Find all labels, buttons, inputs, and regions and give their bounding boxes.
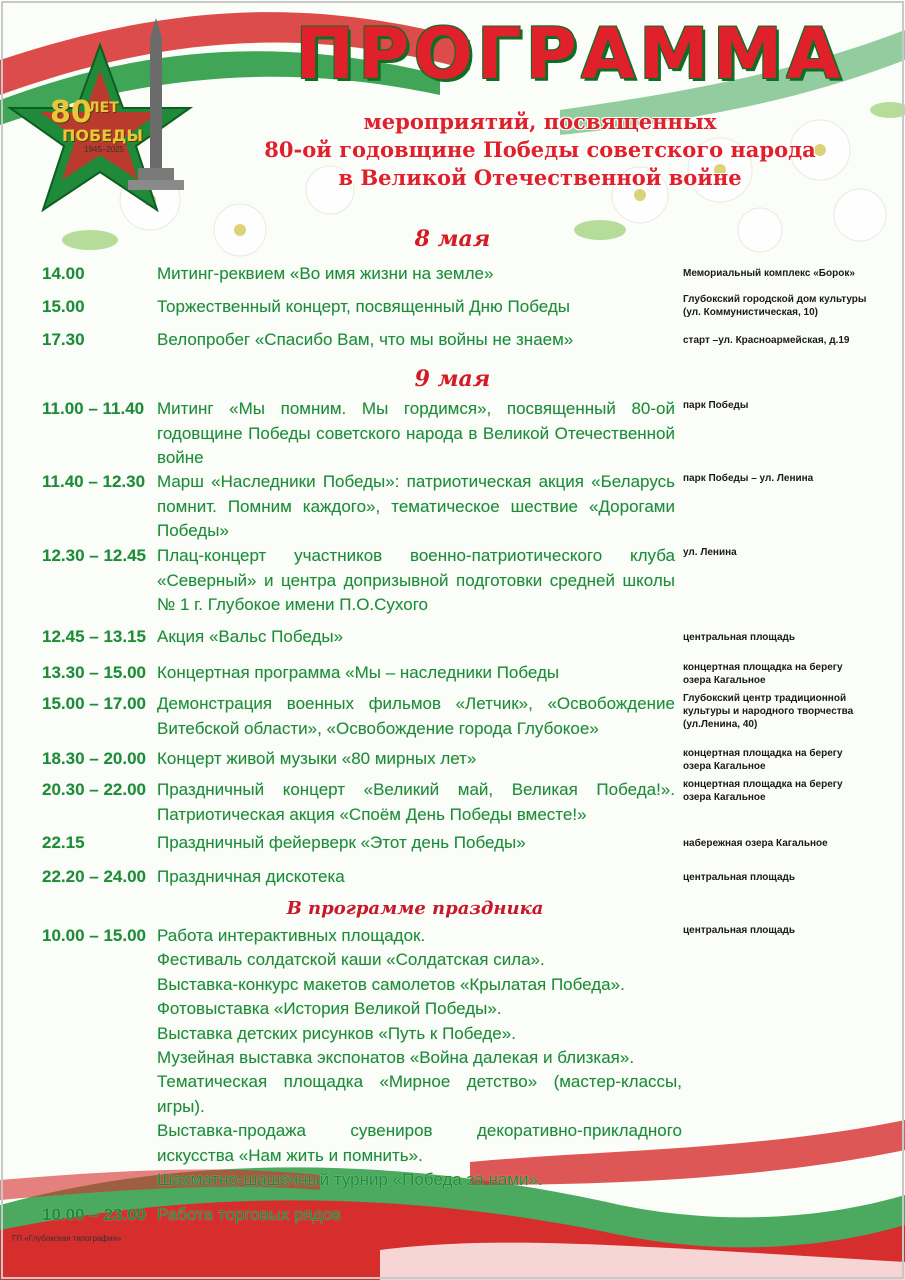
list-item: Фестиваль солдатской каши «Солдатская сила». — [157, 950, 545, 970]
event-place: концертная площадка на берегу озера Кагальное — [683, 662, 843, 686]
subtitle-line: мероприятий, посвященных — [363, 109, 717, 134]
event-title: Праздничная дискотека — [157, 867, 345, 886]
event-title: Торжественный концерт, посвященный Дню Победы — [157, 297, 570, 316]
day-heading-may-9: 9 мая — [414, 366, 491, 392]
list-item: Шахматно-шашечный турнир «Победа за нами». — [157, 1170, 543, 1190]
list-item: Работа интерактивных площадок. — [157, 926, 426, 945]
event-time: 11.40 – 12.30 — [42, 472, 146, 491]
event-time: 17.30 — [42, 330, 85, 349]
event-time: 18.30 – 20.00 — [42, 749, 146, 768]
event-title: Марш «Наследники Победы»: патриотическая акция «Беларусь помнит. Помним каждого», тематическое шествие «Дорогами Победы» — [157, 472, 675, 540]
event-place: старт –ул. Красноармейская, д.19 — [683, 335, 850, 346]
event-place: центральная площадь — [683, 872, 796, 883]
event-title: Концертная программа «Мы – наследники Победы — [157, 663, 560, 682]
event-place: парк Победы — [683, 400, 749, 411]
list-item: Выставка-продажа сувениров декоративно-прикладного искусства «Нам жить и помнить». — [157, 1121, 682, 1165]
page-subtitle — [180, 108, 900, 192]
list-item: Фотовыставка «История Великой Победы». — [157, 999, 502, 1019]
day-heading-may-8: 8 мая — [414, 226, 491, 252]
program-place: центральная площадь — [683, 925, 796, 936]
event-title: Праздничный концерт «Великий май, Великая Победа!». Патриотическая акция «Споём День Победы вместе!» — [157, 780, 675, 824]
list-item: Выставка детских рисунков «Путь к Победе». — [157, 1023, 516, 1043]
program-list — [157, 924, 682, 1192]
event-time: 20.30 – 22.00 — [42, 780, 146, 799]
event-place: концертная площадка на берегу озера Кагальное — [683, 748, 843, 772]
badge-number: 80 — [50, 95, 92, 130]
event-place: концертная площадка на берегу озера Кагальное — [683, 779, 843, 803]
event-place: парк Победы – ул. Ленина — [683, 473, 814, 484]
event-time: 15.00 – 17.00 — [42, 694, 146, 713]
badge-years: 1945–2025 — [84, 145, 125, 154]
event-title: Концерт живой музыки «80 мирных лет» — [157, 749, 477, 768]
event-title: Праздничный фейерверк «Этот день Победы» — [157, 833, 526, 852]
event-place: ул. Ленина — [683, 547, 737, 558]
event-time: 22.15 — [42, 833, 85, 852]
subtitle-line: 80-ой годовщине Победы советского народа — [264, 137, 816, 162]
badge-word-bottom: ПОБЕДЫ — [62, 126, 143, 145]
event-title: Велопробег «Спасибо Вам, что мы войны не знаем» — [157, 330, 574, 349]
event-place: набережная озера Кагальное — [683, 838, 828, 849]
event-time: 11.00 – 11.40 — [42, 399, 145, 418]
event-title: Митинг-реквием «Во имя жизни на земле» — [157, 264, 494, 283]
event-place: Мемориальный комплекс «Борок» — [683, 268, 855, 279]
event-time: 12.45 – 13.15 — [42, 627, 146, 646]
program-heading: В программе праздника — [286, 898, 544, 919]
event-place: центральная площадь — [683, 632, 796, 643]
event-title: Работа торговых рядов — [157, 1205, 341, 1224]
program-time: 10.00 – 15.00 — [42, 926, 146, 945]
printer-credit: ГП «Глубокская типография» — [12, 1234, 122, 1243]
event-title: Акция «Вальс Победы» — [157, 627, 344, 646]
page-title: ПРОГРАММА — [295, 13, 845, 95]
event-time: 10.00 – 23.00 — [42, 1205, 146, 1224]
subtitle-line: в Великой Отечественной войне — [338, 165, 742, 190]
list-item: Выставка-конкурс макетов самолетов «Крылатая Победа». — [157, 974, 625, 994]
event-time: 14.00 — [42, 264, 85, 283]
event-time: 13.30 – 15.00 — [42, 663, 146, 682]
list-item: Музейная выставка экспонатов «Война далекая и близкая». — [157, 1048, 635, 1068]
event-time: 15.00 — [42, 297, 85, 316]
event-title: Плац-концерт участников военно-патриотического клуба «Северный» и центра допризывной подготовки средней школы № 1 г. Глубокое имени П.О.Сухого — [157, 546, 675, 614]
event-place: Глубокский центр традиционной культуры и народного творчества (ул.Ленина, 40) — [683, 693, 854, 730]
badge-word-top: ЛЕТ — [88, 100, 119, 116]
event-time: 12.30 – 12.45 — [42, 546, 146, 565]
event-place: Глубокский городской дом культуры (ул. Коммунистическая, 10) — [683, 294, 867, 318]
event-title: Демонстрация военных фильмов «Летчик», «Освобождение Витебской области», «Освобождение города Глубокое» — [157, 694, 675, 738]
list-item: Тематическая площадка «Мирное детство» (мастер-классы, игры). — [157, 1072, 682, 1116]
event-time: 22.20 – 24.00 — [42, 867, 146, 886]
event-title: Митинг «Мы помним. Мы гордимся», посвященный 80-ой годовщине Победы советского народа в Великой Отечественной войне — [157, 399, 675, 467]
